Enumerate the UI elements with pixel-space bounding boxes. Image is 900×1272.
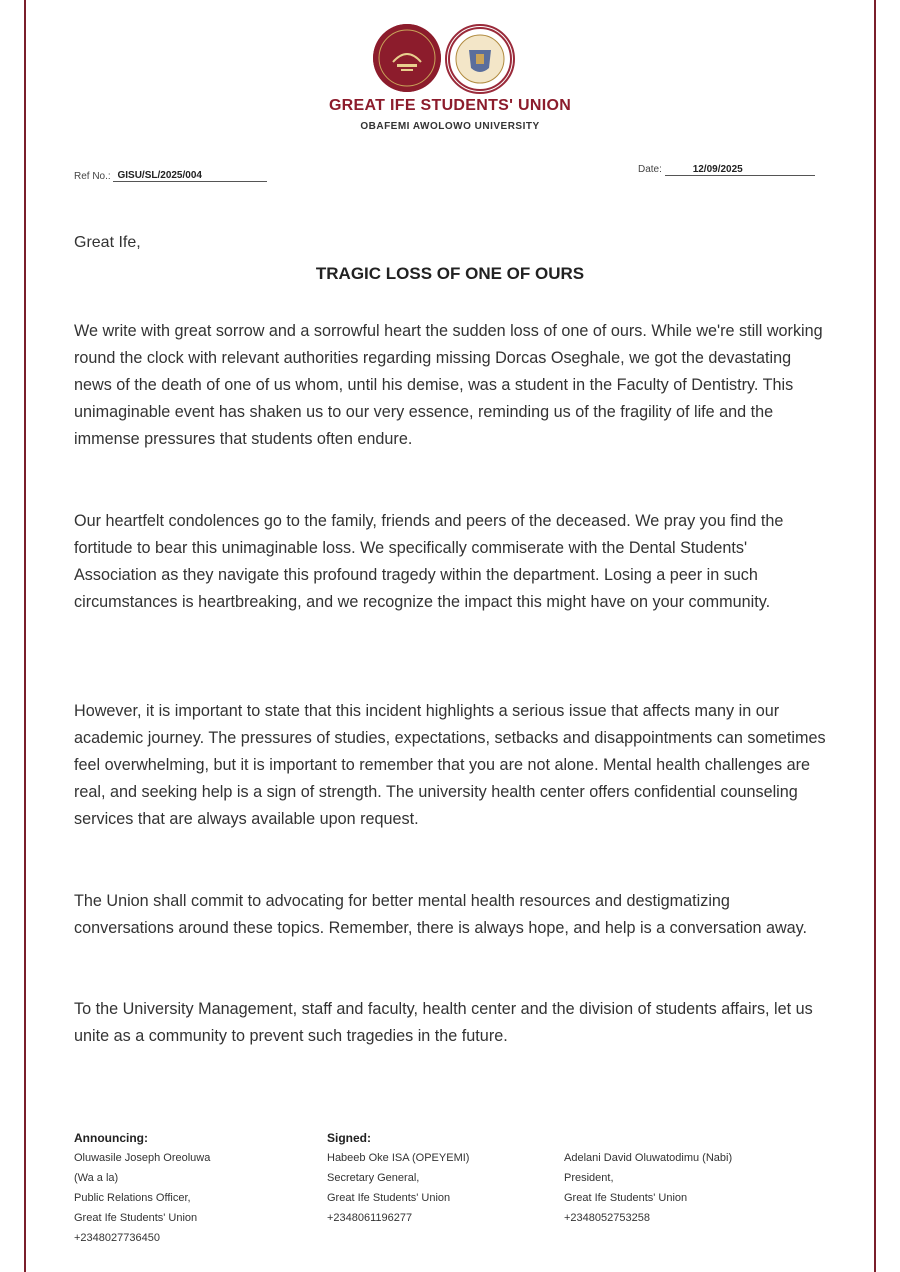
logo-group [373, 24, 513, 94]
ref-value: GISU/SL/2025/004 [113, 170, 267, 182]
letter-title: TRAGIC LOSS OF ONE OF OURS [315, 264, 585, 283]
signatory-title: Secretary General, [327, 1172, 420, 1184]
signatory-announcing [74, 1128, 210, 1248]
union-logo [373, 24, 441, 92]
letter-date [638, 164, 815, 176]
signatory-phone: +2348052753258 [564, 1212, 650, 1224]
university-crest [445, 24, 515, 94]
signatory-organization: Great Ife Students' Union [74, 1212, 198, 1224]
signatory-role: Signed: [327, 1131, 371, 1145]
signatory-name: Oluwasile Joseph Oreoluwa [74, 1152, 211, 1164]
paragraph: We write with great sorrow and a sorrowful heart the sudden loss of one of ours. While we're still working round the clock with relevant authorities regarding missing Dorcas Oseghale, we got the devastating news of the death of one of us whom, until his demise, was a student in the Faculty of Dentistry. This unimaginable event has shaken us to our very essence, reminding us of the fragility of life and the immense pressures that students often endure. [74, 322, 823, 448]
paragraph: The Union shall commit to advocating for better mental health resources and destigmatizing conversations around these topics. Remember, there is always hope, and help is a conversation away. [74, 892, 808, 937]
paragraph: Our heartfelt condolences go to the family, friends and peers of the deceased. We pray you find the fortitude to bear this unimaginable loss. We specifically commiserate with the Dental Students' Association as they navigate this profound tragedy within the department. Losing a peer in such circumstances is heartbreaking, and we recognize the impact this might have on your community. [74, 512, 784, 611]
signatory-alias: (Wa a la) [74, 1172, 119, 1184]
signatory-name: Habeeb Oke ISA (OPEYEMI) [327, 1152, 470, 1164]
signatory-organization: Great Ife Students' Union [327, 1192, 451, 1204]
ref-label: Ref No.: [74, 171, 111, 182]
signatory-secretary [327, 1128, 469, 1228]
signatory-name: Adelani David Oluwatodimu (Nabi) [564, 1152, 733, 1164]
reference-number [74, 170, 267, 182]
organization-name: GREAT IFE STUDENTS' UNION [328, 97, 572, 114]
signatory-phone: +2348027736450 [74, 1232, 160, 1244]
date-value: 12/09/2025 [665, 164, 815, 176]
signatory-role: Announcing: [74, 1131, 148, 1145]
salutation: Great Ife, [74, 234, 141, 251]
left-border-line [24, 0, 26, 1272]
signatory-president [564, 1148, 732, 1228]
paragraph: However, it is important to state that this incident highlights a serious issue that affects many in our academic journey. The pressures of studies, expectations, setbacks and disappointments can sometimes feel overwhelming, but it is important to remember that you are not alone. Mental health challenges are real, and seeking help is a sign of strength. The university health center offers confidential counseling services that are always available upon request. [74, 702, 826, 828]
signatory-phone: +2348061196277 [327, 1212, 413, 1224]
university-name: OBAFEMI AWOLOWO UNIVERSITY [360, 121, 540, 132]
signatory-title: President, [564, 1172, 614, 1184]
signatory-title: Public Relations Officer, [74, 1192, 191, 1204]
paragraph: To the University Management, staff and faculty, health center and the division of students affairs, let us unite as a community to prevent such tragedies in the future. [74, 1000, 813, 1045]
date-label: Date: [638, 164, 662, 175]
signatory-organization: Great Ife Students' Union [564, 1192, 688, 1204]
right-border-line [874, 0, 876, 1272]
